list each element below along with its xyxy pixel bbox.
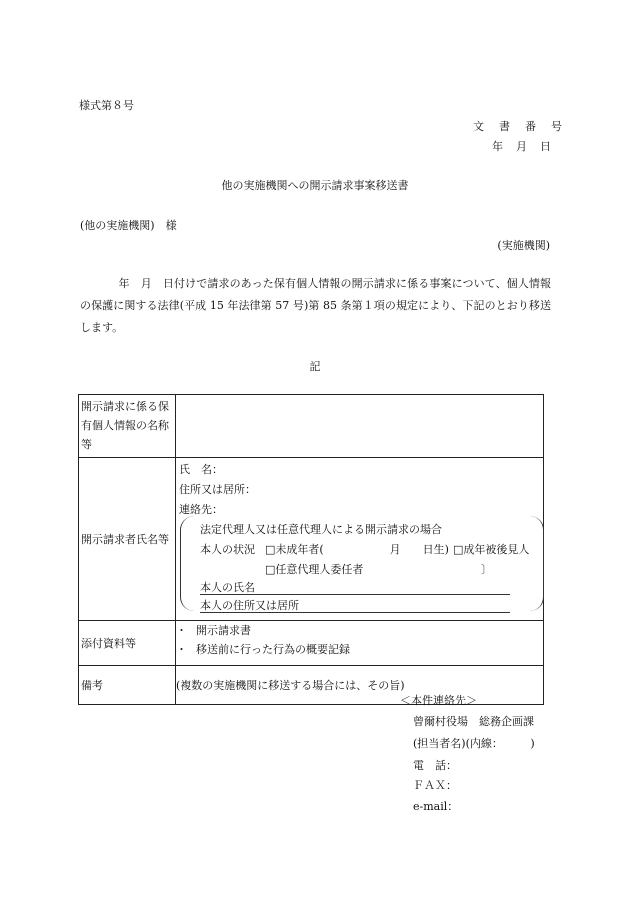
body-paragraph: 年 月 日付けで請求のあった保有個人情報の開示請求に係る事案について、個人情報の保護に関する法律(平成 15 年法律第 57 号)第 85 条第１項の規定により、下記のとおり移送します。	[80, 277, 551, 334]
document-date-label: 年 月 日	[492, 140, 552, 153]
address-field-label: 住所又は居所：	[179, 483, 256, 496]
contact-office: 曾爾村役場 総務企画課	[413, 715, 534, 728]
minor-checkbox: □未成年者( 月 日生)	[265, 543, 449, 556]
addressee: (他の実施機関) 様	[80, 219, 177, 232]
contact-fax: ＦＡＸ：	[413, 779, 457, 792]
list-item	[176, 640, 543, 659]
table-row	[79, 395, 544, 458]
bullet: ・	[176, 624, 187, 637]
document-title: 他の実施機関への開示請求事案移送書	[221, 179, 409, 192]
form-number: 様式第８号	[79, 99, 134, 112]
contact-person: (担当者名)(内線： )	[413, 737, 535, 750]
list-item	[176, 621, 543, 640]
ward-checkbox: □成年被後見人	[453, 543, 530, 556]
person-status-label: 本人の状況	[200, 543, 255, 556]
attachment-item: 開示請求書	[196, 624, 251, 637]
requester-value	[176, 458, 544, 621]
bullet: ・	[176, 643, 187, 656]
remarks-value: (複数の実施機関に移送する場合には、その旨)	[176, 666, 544, 705]
agent-checkbox: □任意代理人委任者	[265, 563, 364, 576]
transfer-table	[78, 394, 544, 705]
document-number-label: 文 書 番 号	[473, 120, 564, 133]
person-name-label: 本人の氏名	[200, 581, 255, 594]
ki-heading: 記	[309, 360, 321, 373]
sender: (実施機関)	[497, 239, 550, 252]
contact-heading: ＜本件連絡先＞	[400, 694, 477, 707]
remarks-label: 備考	[79, 666, 176, 705]
name-field-label: 氏 名：	[179, 463, 223, 476]
attachments-label: 添付資料等	[79, 621, 176, 666]
person-address-label: 本人の住所又は居所	[200, 599, 299, 612]
person-name-line	[200, 594, 510, 595]
contact-email: e-mail：	[413, 800, 459, 813]
contact-tel: 電 話：	[413, 759, 457, 772]
table-row	[79, 621, 544, 666]
agent-heading: 法定代理人又は任意代理人による開示請求の場合	[200, 523, 442, 536]
person-address-line	[200, 612, 510, 613]
info-name-label: 開示請求に係る保有個人情報の名称等	[79, 395, 176, 458]
table-row	[79, 458, 544, 621]
contact-field-label: 連絡先：	[179, 503, 223, 516]
info-name-value	[176, 395, 544, 458]
close-bracket: 〕	[481, 563, 492, 576]
requester-label: 開示請求者氏名等	[79, 458, 176, 621]
attachment-item: 移送前に行った行為の概要記録	[196, 643, 350, 656]
attachments-value	[176, 621, 544, 666]
